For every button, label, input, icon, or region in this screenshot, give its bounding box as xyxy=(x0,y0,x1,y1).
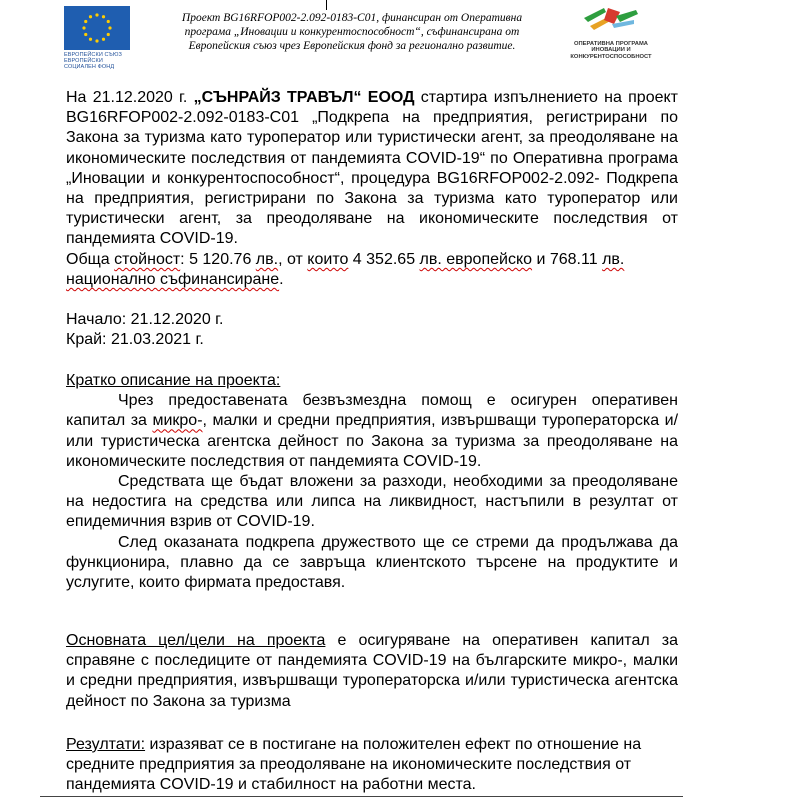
eu-star-icon xyxy=(84,20,87,23)
intro-text: На 21.12.2020 г. xyxy=(66,89,194,106)
eu-star-icon xyxy=(89,38,92,41)
oip-emblem-icon xyxy=(576,4,646,34)
oip-caption-line: КОНКУРЕНТОСПОСОБНОСТ xyxy=(570,53,652,60)
eu-star-icon xyxy=(107,20,110,23)
eu-star-icon xyxy=(82,26,85,29)
intro-text: стартира изпълнението на проект BG16RFOP002-2.092-0183-C01 „Подкрепа на предприятия, регистрирани по Закона за туризма като туроператор или туристически агент, за преодоляване на икономическите последствия от пандемията COVID-19“ по Оперативна програма „Иновации и конкурентоспособност“, процедура BG16RFOP002-2.092- Подкрепа на предприятия, регистрирани по Закона за туризма като туроператор или туристически агент, за преодоляване на икономическите последствия от пандемията COVID-19. xyxy=(66,89,678,248)
goal-text: е осигуряване на оперативен капитал за справяне с последиците от пандемията COVID-19 на българските микро-, малки и средни предприятия, извършващи туроператорска и/или туристическа агентска дейност по Закона за туризма xyxy=(66,632,678,710)
intro-paragraph xyxy=(66,88,678,250)
page-divider xyxy=(40,796,683,797)
eu-caption xyxy=(64,52,144,71)
eu-star-icon xyxy=(108,26,111,29)
eu-star-icon xyxy=(84,33,87,36)
results-heading: Резултати: xyxy=(66,736,146,753)
value-word: лв. национално съфинансиране xyxy=(66,251,625,289)
value-text: и 768.11 xyxy=(532,251,603,268)
oip-logo xyxy=(558,4,664,60)
value-word: които xyxy=(307,251,349,268)
eu-caption-line: ЕВРОПЕЙСКИ xyxy=(64,58,103,65)
description-text: , малки и средни предприятия, извършващи туроператорска и/или туристическа агентска дейност по Закона за туризма за преодоляване на икономическите последствия от пандемията COVID-19. xyxy=(66,412,679,470)
eu-star-icon xyxy=(95,13,98,16)
project-header-note: Проект BG16RFOP002-2.092-0183-C01, финансиран от Оперативна програма „Иновации и конкурентоспособност“, съфинансирана от Европейския съюз чрез Европейския фонд за регионално развитие. xyxy=(181,12,523,53)
project-dates xyxy=(66,310,678,350)
eu-caption-line: СОЦИАЛЕН ФОНД xyxy=(64,64,115,71)
start-date: Начало: 21.12.2020 г. xyxy=(66,311,224,328)
value-text: , от xyxy=(278,251,308,268)
description-word: микро- xyxy=(152,412,203,430)
results-paragraph xyxy=(66,735,678,796)
description-heading: Кратко описание на проекта: xyxy=(66,372,281,389)
oip-caption-line: ИНОВАЦИИ И xyxy=(591,47,631,54)
goal-heading: Основната цел/цели на проекта xyxy=(66,632,326,649)
description-section xyxy=(66,371,678,593)
eu-star-icon xyxy=(102,15,105,18)
eu-star-icon xyxy=(102,38,105,41)
goal-paragraph xyxy=(66,631,678,712)
value-text: 4 352.65 xyxy=(348,251,420,268)
total-value-paragraph xyxy=(66,250,678,290)
oip-caption xyxy=(558,41,664,60)
value-text: . xyxy=(279,271,284,289)
eu-caption-line: ЕВРОПЕЙСКИ СЪЮЗ xyxy=(64,52,122,58)
company-name: „СЪНРАЙЗ ТРАВЪЛ“ ЕООД xyxy=(193,89,415,106)
value-word: стойност xyxy=(114,251,181,268)
value-text: Обща xyxy=(66,251,115,268)
eu-star-icon xyxy=(107,33,110,36)
description-paragraph-2: Средствата ще бъдат вложени за разходи, необходими за преодоляване на недостига на средства или липса на ликвидност, настъпили в резултат от епидемичния взрив от COVID-19. xyxy=(66,473,678,531)
value-text: : 5 120.76 xyxy=(180,251,256,268)
description-paragraph-1 xyxy=(66,391,678,472)
text-cursor xyxy=(326,0,327,10)
eu-logo xyxy=(64,6,140,71)
eu-star-icon xyxy=(89,15,92,18)
description-paragraph-3: След оказаната подкрепа дружеството ще се стреми да продължава да функционира, плавно да се завръща клиентското търсене на продуктите и услугите, които фирмата предоставя. xyxy=(66,533,678,592)
description-text: Чрез предоставената безвъзмездна помощ е осигурен оперативен капитал за xyxy=(66,392,678,430)
value-word: лв. европейско xyxy=(419,251,533,268)
value-word: лв. xyxy=(255,251,279,268)
eu-star-icon xyxy=(95,39,98,42)
eu-flag-icon xyxy=(64,6,130,50)
oip-caption-line: ОПЕРАТИВНА ПРОГРАМА xyxy=(574,41,648,47)
end-date: Край: 21.03.2021 г. xyxy=(66,331,204,349)
results-text: изразяват се в постигане на положителен ефект по отношение на средните предприятия за преодоляване на икономическите последствия от пандемията COVID-19 и стабилност на работни места. xyxy=(66,736,642,794)
